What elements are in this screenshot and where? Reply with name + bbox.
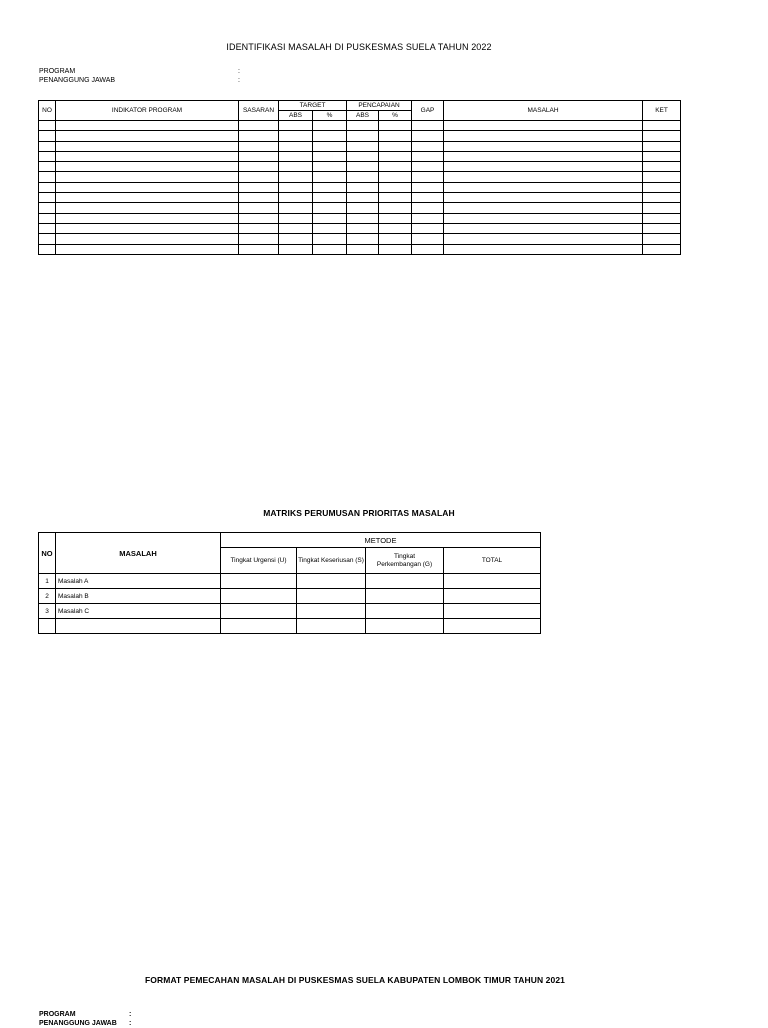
cell-pencapaian-pct	[379, 182, 412, 192]
cell-gap	[412, 203, 444, 213]
cell-target-pct	[313, 223, 347, 233]
cell-gap	[412, 172, 444, 182]
cell-pencapaian-pct	[379, 223, 412, 233]
cell-no	[39, 213, 56, 223]
cell-target-pct	[313, 193, 347, 203]
cell-sasaran	[239, 121, 279, 131]
matriks-cell-perkembangan	[366, 619, 444, 634]
table-row	[39, 121, 681, 131]
cell-sasaran	[239, 131, 279, 141]
table-row	[39, 182, 681, 192]
cell-no	[39, 121, 56, 131]
cell-masalah	[444, 234, 643, 244]
cell-pencapaian-pct	[379, 244, 412, 254]
matriks-col-metode-header: METODE	[221, 533, 541, 548]
cell-target-abs	[279, 151, 313, 161]
table-row	[39, 223, 681, 233]
cell-gap	[412, 193, 444, 203]
cell-sasaran	[239, 244, 279, 254]
cell-no	[39, 162, 56, 172]
matriks-table	[38, 532, 541, 634]
cell-pencapaian-pct	[379, 203, 412, 213]
cell-pencapaian-abs	[347, 121, 379, 131]
cell-sasaran	[239, 151, 279, 161]
cell-target-pct	[313, 213, 347, 223]
col-no-header: NO	[39, 101, 56, 121]
pemecahan-program-colon: :	[129, 1011, 132, 1018]
matriks-row	[39, 574, 541, 589]
cell-indikator	[56, 121, 239, 131]
cell-no	[39, 193, 56, 203]
cell-gap	[412, 182, 444, 192]
cell-target-pct	[313, 182, 347, 192]
cell-pencapaian-abs	[347, 141, 379, 151]
col-target-abs-header: ABS	[279, 111, 313, 121]
table-row	[39, 151, 681, 161]
table-row	[39, 141, 681, 151]
table-row	[39, 131, 681, 141]
cell-indikator	[56, 131, 239, 141]
identifikasi-title: IDENTIFIKASI MASALAH DI PUSKESMAS SUELA TAHUN 2022	[226, 42, 492, 52]
table-row	[39, 193, 681, 203]
cell-masalah	[444, 182, 643, 192]
cell-target-pct	[313, 203, 347, 213]
matriks-cell-perkembangan	[366, 574, 444, 589]
matriks-cell-keseriusan	[297, 604, 366, 619]
col-gap-header: GAP	[412, 101, 444, 121]
cell-pencapaian-abs	[347, 213, 379, 223]
cell-ket	[643, 234, 681, 244]
cell-ket	[643, 193, 681, 203]
matriks-cell-keseriusan	[297, 589, 366, 604]
cell-target-pct	[313, 162, 347, 172]
cell-target-pct	[313, 151, 347, 161]
cell-no	[39, 141, 56, 151]
cell-masalah	[444, 131, 643, 141]
matriks-cell-urgensi	[221, 619, 297, 634]
cell-indikator	[56, 182, 239, 192]
matriks-row	[39, 604, 541, 619]
meta-penanggung-row	[39, 76, 299, 85]
cell-indikator	[56, 172, 239, 182]
cell-sasaran	[239, 141, 279, 151]
col-pencapaian-pct-header: %	[379, 111, 412, 121]
cell-target-pct	[313, 121, 347, 131]
table-row	[39, 162, 681, 172]
cell-no	[39, 151, 56, 161]
matriks-cell-total	[444, 574, 541, 589]
cell-indikator	[56, 151, 239, 161]
cell-target-pct	[313, 234, 347, 244]
cell-gap	[412, 151, 444, 161]
matriks-col-no-header: NO	[39, 533, 56, 574]
cell-ket	[643, 182, 681, 192]
meta-program-colon: :	[238, 68, 240, 75]
matriks-row-masalah: Masalah C	[56, 604, 221, 619]
cell-no	[39, 234, 56, 244]
matriks-row-no: 2	[39, 589, 56, 604]
meta-penanggung-label: PENANGGUNG JAWAB	[39, 77, 116, 84]
cell-target-pct	[313, 141, 347, 151]
pemecahan-title: FORMAT PEMECAHAN MASALAH DI PUSKESMAS SUELA KABUPATEN LOMBOK TIMUR TAHUN 2021	[145, 975, 565, 985]
identifikasi-table	[38, 100, 681, 255]
cell-pencapaian-pct	[379, 234, 412, 244]
cell-sasaran	[239, 213, 279, 223]
cell-ket	[643, 162, 681, 172]
cell-ket	[643, 213, 681, 223]
cell-masalah	[444, 244, 643, 254]
table-row	[39, 203, 681, 213]
cell-pencapaian-abs	[347, 234, 379, 244]
matriks-cell-perkembangan	[366, 589, 444, 604]
cell-pencapaian-abs	[347, 203, 379, 213]
cell-masalah	[444, 213, 643, 223]
col-masalah-header: MASALAH	[444, 101, 643, 121]
pemecahan-penanggung-label: PENANGGUNG JAWAB	[39, 1020, 117, 1027]
cell-indikator	[56, 141, 239, 151]
cell-target-abs	[279, 193, 313, 203]
cell-gap	[412, 141, 444, 151]
cell-pencapaian-pct	[379, 141, 412, 151]
matriks-row-masalah	[56, 619, 221, 634]
col-target-pct-header: %	[313, 111, 347, 121]
matriks-cell-urgensi	[221, 574, 297, 589]
cell-pencapaian-pct	[379, 193, 412, 203]
cell-no	[39, 203, 56, 213]
matriks-row-no: 1	[39, 574, 56, 589]
table-row	[39, 244, 681, 254]
matriks-cell-keseriusan	[297, 619, 366, 634]
matriks-row	[39, 619, 541, 634]
cell-sasaran	[239, 182, 279, 192]
cell-gap	[412, 131, 444, 141]
cell-pencapaian-pct	[379, 162, 412, 172]
matriks-col-keseriusan-header: Tingkat Keseriusan (S)	[297, 548, 366, 574]
cell-target-abs	[279, 162, 313, 172]
cell-no	[39, 182, 56, 192]
matriks-row-no	[39, 619, 56, 634]
cell-gap	[412, 213, 444, 223]
cell-target-abs	[279, 131, 313, 141]
cell-target-abs	[279, 244, 313, 254]
matriks-col-masalah-header: MASALAH	[56, 533, 221, 574]
cell-indikator	[56, 162, 239, 172]
cell-ket	[643, 151, 681, 161]
cell-masalah	[444, 203, 643, 213]
meta-program-row	[39, 67, 299, 76]
cell-target-pct	[313, 131, 347, 141]
matriks-col-total-header: TOTAL	[444, 548, 541, 574]
cell-no	[39, 172, 56, 182]
cell-indikator	[56, 213, 239, 223]
cell-no	[39, 223, 56, 233]
col-ket-header: KET	[643, 101, 681, 121]
cell-masalah	[444, 223, 643, 233]
cell-ket	[643, 141, 681, 151]
cell-sasaran	[239, 172, 279, 182]
table-row	[39, 234, 681, 244]
cell-target-abs	[279, 223, 313, 233]
cell-pencapaian-abs	[347, 244, 379, 254]
pemecahan-penanggung-colon: :	[129, 1020, 132, 1027]
cell-target-pct	[313, 244, 347, 254]
cell-masalah	[444, 193, 643, 203]
matriks-row	[39, 589, 541, 604]
matriks-col-urgensi-header: Tingkat Urgensi (U)	[221, 548, 297, 574]
cell-sasaran	[239, 162, 279, 172]
cell-masalah	[444, 151, 643, 161]
matriks-cell-total	[444, 619, 541, 634]
cell-ket	[643, 121, 681, 131]
cell-gap	[412, 223, 444, 233]
cell-indikator	[56, 234, 239, 244]
matriks-row-masalah: Masalah B	[56, 589, 221, 604]
cell-gap	[412, 121, 444, 131]
identifikasi-meta	[39, 67, 299, 85]
cell-pencapaian-pct	[379, 131, 412, 141]
cell-masalah	[444, 162, 643, 172]
identifikasi-table-body	[39, 121, 681, 255]
pemecahan-meta	[39, 1010, 239, 1028]
cell-no	[39, 131, 56, 141]
cell-target-abs	[279, 203, 313, 213]
meta-program-label: PROGRAM	[39, 68, 76, 75]
cell-pencapaian-abs	[347, 162, 379, 172]
cell-pencapaian-abs	[347, 193, 379, 203]
cell-ket	[643, 223, 681, 233]
matriks-col-perkembangan-header: Tingkat Perkembangan (G)	[366, 548, 444, 574]
col-pencapaian-abs-header: ABS	[347, 111, 379, 121]
table-row	[39, 213, 681, 223]
cell-pencapaian-pct	[379, 213, 412, 223]
cell-target-pct	[313, 172, 347, 182]
cell-sasaran	[239, 193, 279, 203]
cell-sasaran	[239, 234, 279, 244]
cell-no	[39, 244, 56, 254]
meta-penanggung-colon: :	[238, 77, 240, 84]
col-target-header: TARGET	[279, 101, 347, 111]
matriks-title: MATRIKS PERUMUSAN PRIORITAS MASALAH	[263, 508, 455, 518]
col-sasaran-header: SASARAN	[239, 101, 279, 121]
cell-ket	[643, 244, 681, 254]
cell-gap	[412, 234, 444, 244]
cell-target-abs	[279, 182, 313, 192]
table-row	[39, 172, 681, 182]
cell-pencapaian-abs	[347, 131, 379, 141]
cell-target-abs	[279, 172, 313, 182]
cell-pencapaian-abs	[347, 151, 379, 161]
col-indikator-header: INDIKATOR PROGRAM	[56, 101, 239, 121]
cell-ket	[643, 172, 681, 182]
cell-target-abs	[279, 213, 313, 223]
cell-indikator	[56, 203, 239, 213]
matriks-cell-urgensi	[221, 604, 297, 619]
cell-pencapaian-abs	[347, 182, 379, 192]
pemecahan-program-label: PROGRAM	[39, 1011, 76, 1018]
cell-masalah	[444, 121, 643, 131]
matriks-cell-keseriusan	[297, 574, 366, 589]
matriks-row-no: 3	[39, 604, 56, 619]
matriks-cell-total	[444, 589, 541, 604]
cell-sasaran	[239, 203, 279, 213]
cell-pencapaian-pct	[379, 151, 412, 161]
col-pencapaian-header: PENCAPAIAN	[347, 101, 412, 111]
pemecahan-program-row	[39, 1010, 239, 1019]
cell-gap	[412, 244, 444, 254]
cell-ket	[643, 131, 681, 141]
matriks-cell-perkembangan	[366, 604, 444, 619]
cell-indikator	[56, 244, 239, 254]
matriks-cell-total	[444, 604, 541, 619]
cell-ket	[643, 203, 681, 213]
cell-masalah	[444, 141, 643, 151]
cell-pencapaian-pct	[379, 172, 412, 182]
cell-pencapaian-abs	[347, 172, 379, 182]
cell-pencapaian-abs	[347, 223, 379, 233]
cell-pencapaian-pct	[379, 121, 412, 131]
cell-target-abs	[279, 121, 313, 131]
cell-masalah	[444, 172, 643, 182]
matriks-cell-urgensi	[221, 589, 297, 604]
cell-target-abs	[279, 141, 313, 151]
cell-gap	[412, 162, 444, 172]
cell-indikator	[56, 193, 239, 203]
matriks-row-masalah: Masalah A	[56, 574, 221, 589]
cell-indikator	[56, 223, 239, 233]
cell-sasaran	[239, 223, 279, 233]
cell-target-abs	[279, 234, 313, 244]
